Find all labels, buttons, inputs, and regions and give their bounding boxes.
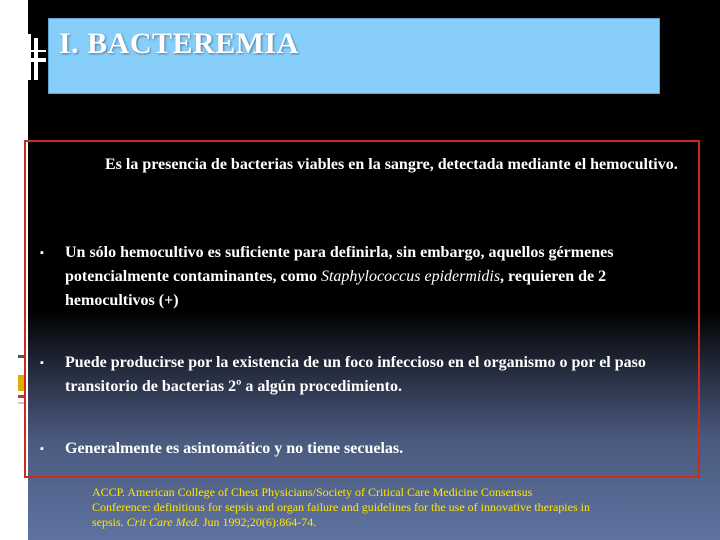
title-box [48, 18, 660, 94]
bullet-text-end: , requieren de 2 hemocultivos (+) [65, 268, 607, 309]
bullet-item-3 [65, 437, 693, 461]
title-decor-icon [18, 20, 48, 88]
bullet-text: Generalmente es asintomático y no tiene secuelas. [65, 440, 404, 457]
intro-text: Es la presencia de bacterias viables en la sangre, detectada mediante el hemocultivo. [105, 156, 678, 173]
bullet-item-2 [65, 351, 693, 399]
reference-citation [92, 485, 592, 530]
bullet-italic-text: Staphylococcus epidermidis [320, 268, 501, 285]
reference-date: Jun 1992;20(6):864-74. [199, 515, 317, 529]
bullet-icon: ▪ [40, 247, 44, 259]
bullet-item-1 [65, 241, 693, 313]
bullet-text: Un sólo hemocultivo es suficiente para definirla, sin embargo, aquellos gérmenes potencialmente contaminantes, como [65, 244, 614, 285]
intro-paragraph [65, 153, 693, 177]
bullet-icon: ▪ [40, 357, 44, 369]
bullet-text: Puede producirse por la existencia de un foco infeccioso en el organismo o por el paso transitorio de bacterias 2º a algún procedimiento. [65, 354, 646, 395]
reference-journal: Crit Care Med. [126, 515, 200, 529]
slide-title: I. BACTEREMIA [59, 27, 299, 60]
reference-text: ACCP. American College of Chest Physicians/Society of Critical Care Medicine Consensus Conference: definitions for sepsis and organ failure and guidelines for the use of innovative therapies in sepsis. [92, 485, 590, 529]
bullet-icon: ▪ [40, 443, 44, 455]
